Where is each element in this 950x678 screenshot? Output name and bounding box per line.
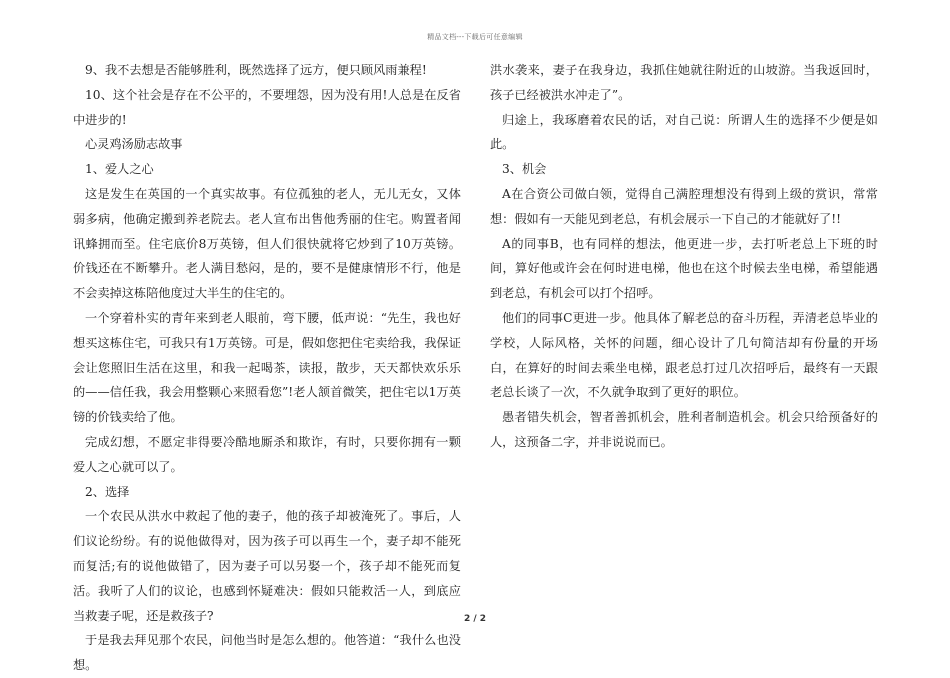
- paragraph: 他们的同事C更进一步。他具体了解老总的奋斗历程，弄清老总毕业的学校，人际风格，关怀的问题，细心设计了几句简洁却有份量的开场白，在算好的时间去乘坐电梯，跟老总打过几次招呼后，最终有一天跟老总长谈了一次，不久就争取到了更好的职位。: [490, 310, 878, 400]
- paragraph: 一个穿着朴实的青年来到老人眼前，弯下腰，低声说：“先生，我也好想买这栋住宅，可我只有1万英镑。可是，假如您把住宅卖给我，我保证会让您照旧生活在这里，和我一起喝茶，读报，散步，天天都快欢乐乐的——信任我，我会用整颗心来照看您”!老人颔首微笑，把住宅以1万英镑的价钱卖给了他。: [73, 310, 461, 425]
- left-column: [73, 58, 461, 678]
- section-heading: 3、机会: [502, 162, 547, 177]
- page-header: 精品文档---下载后可任意编辑: [427, 33, 523, 41]
- paragraph: 9、我不去想是否能够胜利，既然选择了远方，便只顾风雨兼程!: [85, 63, 427, 77]
- paragraph: 愚者错失机会，智者善抓机会，胜利者制造机会。机会只给预备好的人，这预备二字，并非说说而已。: [490, 410, 878, 449]
- paragraph: 10、这个社会是存在不公平的，不要埋怨，因为没有用!人总是在反省中进步的!: [73, 87, 461, 127]
- section-title: 心灵鸡汤励志故事: [85, 137, 183, 152]
- paragraph: 于是我去拜见那个农民，问他当时是怎么想的。他答道：“我什么也没想。: [73, 633, 461, 673]
- section-heading: 2、选择: [85, 484, 130, 499]
- paragraph: 这是发生在英国的一个真实故事。有位孤独的老人，无儿无女，又体弱多病，他确定搬到养老院去。老人宣布出售他秀丽的住宅。购置者闻讯蜂拥而至。住宅底价8万英镑，但人们很快就将它炒到了10万英镑。价钱还在不断攀升。老人满目愁闷，是的，要不是健康情形不行，他是不会卖掉这栋陪他度过大半生的住宅的。: [73, 186, 461, 301]
- paragraph: A的同事B，也有同样的想法，他更进一步，去打听老总上下班的时间，算好他或许会在何时进电梯，他也在这个时候去坐电梯，希望能遇到老总，有机会可以打个招呼。: [490, 236, 878, 301]
- paragraph: 完成幻想，不愿定非得要冷酷地厮杀和欺诈，有时，只要你拥有一颗爱人之心就可以了。: [73, 434, 461, 474]
- paragraph: A在合资公司做白领，觉得自己满腔理想没有得到上级的赏识，常常想：假如有一天能见到老总，有机会展示一下自己的才能就好了!!: [490, 186, 878, 226]
- page-number: 2 / 2: [463, 614, 487, 624]
- paragraph: 一个农民从洪水中救起了他的妻子，他的孩子却被淹死了。事后，人们议论纷纷。有的说他做得对，因为孩子可以再生一个，妻子却不能死而复活;有的说他做错了，因为妻子可以另娶一个，孩子却不能死而复活。我听了人们的议论，也感到怀疑难决：假如只能救活一人，到底应当救妻子呢，还是救孩子?: [73, 509, 461, 623]
- section-heading: 1、爱人之心: [85, 162, 154, 177]
- paragraph: 归途上，我琢磨着农民的话，对自己说：所谓人生的选择不少便是如此。: [490, 112, 878, 152]
- right-column: [490, 58, 878, 455]
- paragraph: 洪水袭来，妻子在我身边，我抓住她就往附近的山坡游。当我返回时，孩子已经被洪水冲走了”。: [490, 63, 878, 102]
